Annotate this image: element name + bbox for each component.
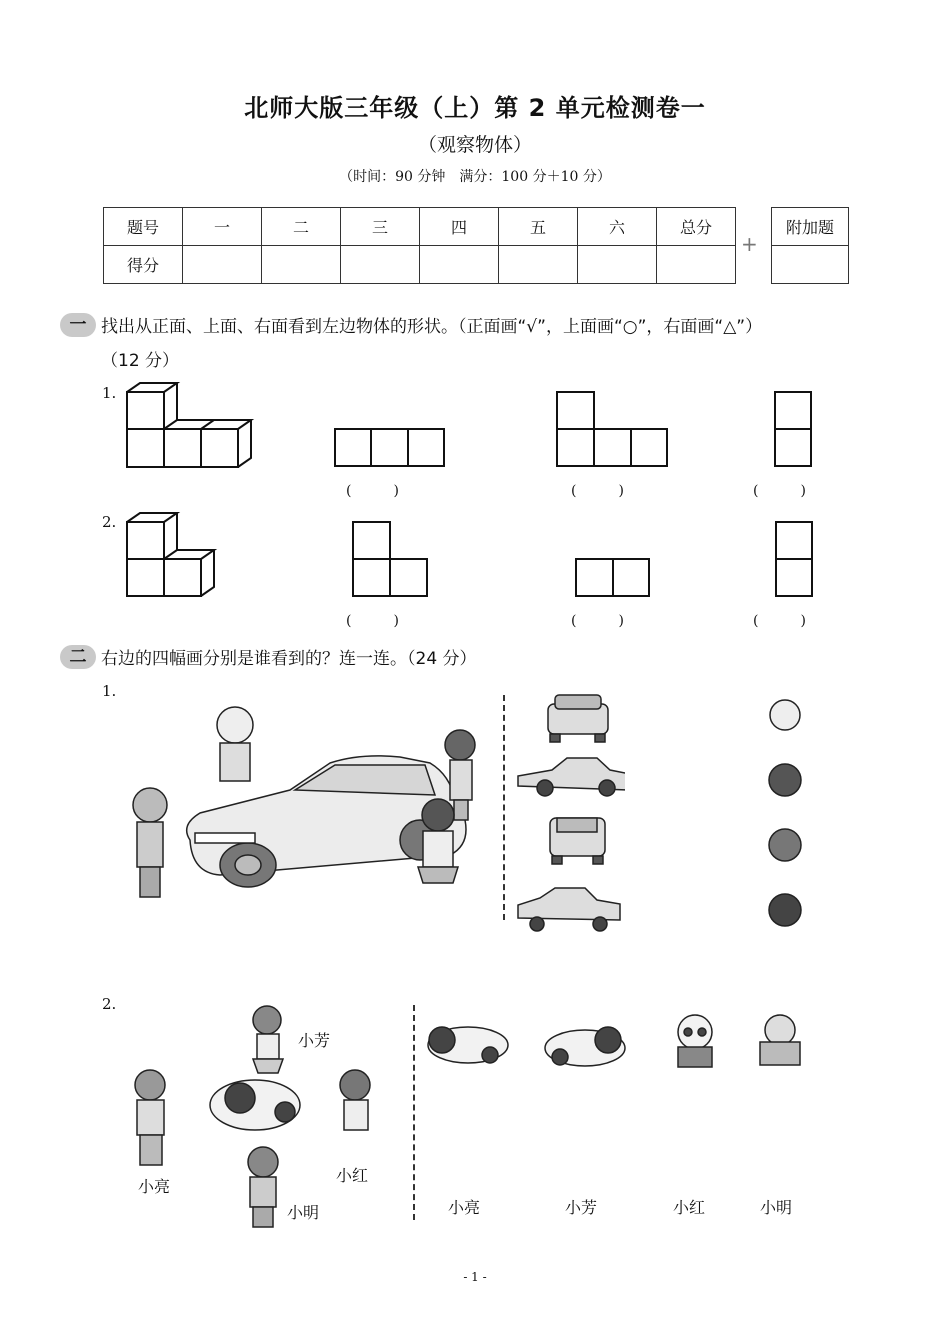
page-number: - 1 - [463,1270,487,1284]
answer-blank[interactable]: ( ) [753,483,806,499]
car-scene-illustration [120,695,520,935]
car-view-front [548,695,608,742]
kid-name-label: 小芳 [565,1198,598,1217]
score-cell[interactable] [578,246,657,284]
panda-view-right [545,1027,625,1066]
score-header-cell: 三 [341,208,420,246]
kid-name-label: 小红 [673,1198,706,1217]
section1-instruction: 找出从正面、上面、右面看到左边物体的形状。（正面画“√”，上面画“○”，右面画“△”） [101,317,763,337]
section-badge: 一 [60,313,96,337]
kid-name-label: 小亮 [138,1177,171,1196]
extra-score-table [771,207,849,284]
view-shape-l-small [353,522,427,596]
car-views [515,690,625,940]
kid-name-label: 小亮 [448,1198,481,1217]
exam-meta: （时间：90 分钟 满分：100 分＋10 分） [339,169,611,185]
score-cell[interactable] [657,246,736,284]
divider [503,695,505,920]
panda [210,1080,300,1130]
kid-name-label: 小明 [287,1203,320,1222]
score-header-cell: 六 [578,208,657,246]
extra-score-cell[interactable] [772,246,849,284]
divider [413,1005,415,1220]
view-shape-row [335,429,444,466]
plus-sign: + [741,232,758,256]
panda-view-left [428,1027,508,1063]
view-shape-pair [576,559,649,596]
score-header-cell: 五 [499,208,578,246]
score-cell[interactable] [183,246,262,284]
answer-blank[interactable]: ( ) [571,483,624,499]
view-shape-column-2 [776,522,812,596]
answer-blank[interactable]: ( ) [571,613,624,629]
kid-name-label: 小芳 [298,1031,331,1050]
boy-xiaoliang [135,1070,165,1165]
boy-xiaoming [248,1147,278,1227]
view-shape-column [775,392,811,466]
car-view-back-side [518,888,620,931]
extra-header-cell: 附加题 [772,208,849,246]
page-title: 北师大版三年级（上）第 2 单元检测卷一 [244,94,706,122]
kid-name-label: 小明 [760,1198,793,1217]
question-number: 1. [102,682,117,700]
kid-head-girl-2 [769,894,801,926]
score-cell[interactable] [499,246,578,284]
score-table-score-row [104,246,736,284]
page-subtitle: （观察物体） [417,134,532,156]
score-header-cell: 总分 [657,208,736,246]
answer-blank[interactable]: ( ) [346,613,399,629]
score-table [103,207,736,284]
score-header-cell: 四 [420,208,499,246]
score-header-cell: 一 [183,208,262,246]
section1-points: （12 分） [101,351,180,371]
score-table-header-row [104,208,736,246]
view-shape-l [557,392,667,466]
cube-object-1 [127,383,251,467]
girl-xiaohong [340,1070,370,1130]
car-view-top [550,818,605,864]
kid-head-boy-1 [770,700,800,730]
panda-view-back [760,1015,800,1065]
score-cell[interactable] [341,246,420,284]
score-header-cell: 题号 [104,208,183,246]
kid-head-girl-1 [769,764,801,796]
section-badge: 二 [60,645,96,669]
views-figures [0,370,950,640]
answer-blank[interactable]: ( ) [346,483,399,499]
panda-views [420,1010,820,1080]
section2-instruction: 右边的四幅画分别是谁看到的？连一连。（24 分） [101,649,477,669]
score-header-cell: 二 [262,208,341,246]
kid-name-label: 小红 [336,1166,369,1185]
question-number: 1. [102,384,117,402]
cube-object-2 [127,513,214,596]
girl-xiaofang [253,1006,283,1073]
question-number: 2. [102,995,117,1013]
kid-head-boy-2 [769,829,801,861]
question-number: 2. [102,513,117,531]
score-cell[interactable] [420,246,499,284]
car-view-side [518,758,625,796]
score-row-label: 得分 [104,246,183,284]
score-cell[interactable] [262,246,341,284]
kid-heads [755,690,815,940]
answer-blank[interactable]: ( ) [753,613,806,629]
panda-view-front [678,1015,712,1067]
